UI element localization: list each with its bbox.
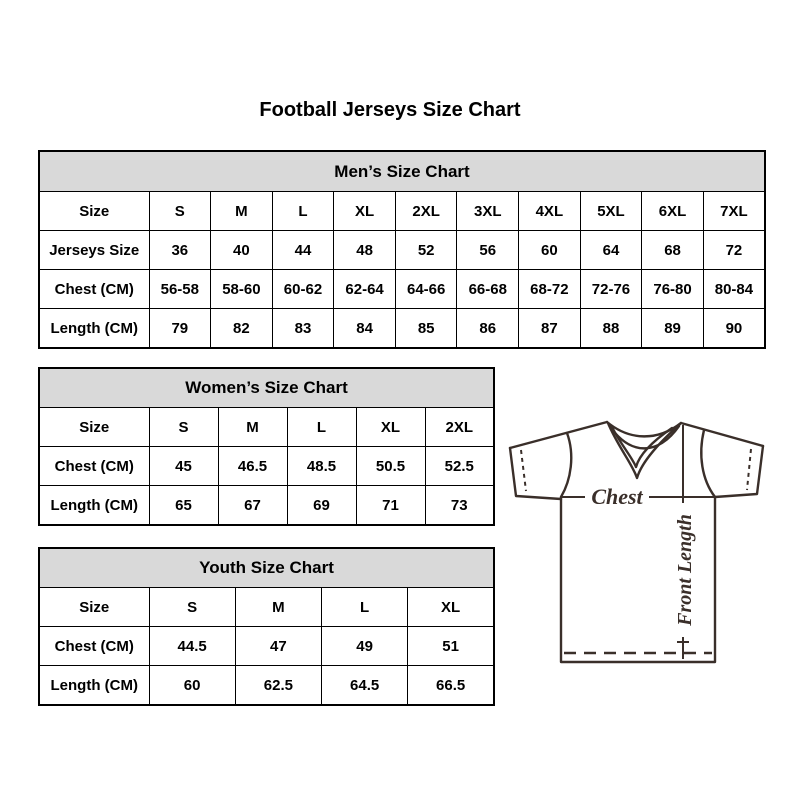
jersey-left-cuff-dashes (521, 450, 526, 491)
table-cell: 5XL (580, 192, 642, 231)
table-cell: 58-60 (211, 270, 273, 309)
page-title: Football Jerseys Size Chart (259, 99, 521, 121)
table-cell: XL (356, 408, 425, 447)
table-cell: 60 (519, 231, 581, 270)
row-label: Size (39, 588, 149, 627)
table-cell: 4XL (519, 192, 581, 231)
table-cell: 64 (580, 231, 642, 270)
table-cell: 47 (235, 627, 321, 666)
table-cell: 56 (457, 231, 519, 270)
table-cell: 89 (642, 309, 704, 349)
table-cell: 86 (457, 309, 519, 349)
table-cell: 64.5 (322, 666, 408, 706)
table-cell: S (149, 408, 218, 447)
table-cell: 68-72 (519, 270, 581, 309)
row-label: Length (CM) (39, 309, 149, 349)
table-cell: 67 (218, 486, 287, 526)
row-label: Chest (CM) (39, 627, 149, 666)
front-length-label: Front Length (674, 514, 696, 626)
table-cell: S (149, 192, 211, 231)
table-cell: L (272, 192, 334, 231)
table-cell: 71 (356, 486, 425, 526)
table-cell: 79 (149, 309, 211, 349)
table-cell: 62-64 (334, 270, 396, 309)
table-header-row (39, 548, 494, 588)
table-cell: S (149, 588, 235, 627)
jersey-measurement-diagram (500, 395, 785, 680)
row-label: Jerseys Size (39, 231, 149, 270)
table-cell: L (287, 408, 356, 447)
table-row (39, 309, 765, 349)
table-cell: 3XL (457, 192, 519, 231)
jersey-left-sleeve (510, 448, 561, 499)
table-cell: 52 (395, 231, 457, 270)
jersey-right-sleeve (715, 446, 763, 497)
table-cell: 80-84 (703, 270, 765, 309)
table-cell: 44 (272, 231, 334, 270)
row-label: Size (39, 408, 149, 447)
table-cell: 36 (149, 231, 211, 270)
table-row (39, 270, 765, 309)
table-cell: 44.5 (149, 627, 235, 666)
row-label: Chest (CM) (39, 270, 149, 309)
chest-label: Chest (591, 484, 643, 509)
table-cell: 51 (408, 627, 494, 666)
table-cell: M (218, 408, 287, 447)
table-cell: L (322, 588, 408, 627)
table-cell: 62.5 (235, 666, 321, 706)
womens-table-title: Women’s Size Chart (39, 368, 494, 408)
table-cell: 49 (322, 627, 408, 666)
youth-table-title: Youth Size Chart (39, 548, 494, 588)
table-cell: 2XL (395, 192, 457, 231)
table-cell: 60-62 (272, 270, 334, 309)
table-cell: 68 (642, 231, 704, 270)
table-row (39, 408, 494, 447)
jersey-left-shoulder-line (510, 422, 607, 448)
mens-size-table (38, 150, 766, 349)
table-cell: 88 (580, 309, 642, 349)
table-header-row (39, 151, 765, 192)
jersey-right-armhole (701, 430, 715, 497)
jersey-right-shoulder-line (681, 423, 763, 446)
table-row (39, 588, 494, 627)
table-cell: 46.5 (218, 447, 287, 486)
table-header-row (39, 368, 494, 408)
table-cell: 56-58 (149, 270, 211, 309)
table-row (39, 486, 494, 526)
table-cell: 45 (149, 447, 218, 486)
table-cell: 6XL (642, 192, 704, 231)
youth-size-table (38, 547, 495, 706)
table-cell: 73 (425, 486, 494, 526)
row-label: Length (CM) (39, 666, 149, 706)
mens-table-title: Men’s Size Chart (39, 151, 765, 192)
table-cell: 50.5 (356, 447, 425, 486)
table-row (39, 627, 494, 666)
table-row (39, 447, 494, 486)
table-cell: 48.5 (287, 447, 356, 486)
table-cell: 84 (334, 309, 396, 349)
table-cell: 48 (334, 231, 396, 270)
table-cell: XL (408, 588, 494, 627)
table-row (39, 666, 494, 706)
table-cell: 82 (211, 309, 273, 349)
table-cell: 66-68 (457, 270, 519, 309)
table-cell: 2XL (425, 408, 494, 447)
table-cell: 72 (703, 231, 765, 270)
table-cell: M (235, 588, 321, 627)
jersey-right-cuff-dashes (747, 449, 751, 490)
table-cell: 65 (149, 486, 218, 526)
jersey-left-armhole (561, 433, 571, 497)
table-cell: 64-66 (395, 270, 457, 309)
jersey-icon (500, 395, 785, 680)
womens-size-table (38, 367, 495, 526)
table-cell: 52.5 (425, 447, 494, 486)
table-cell: 66.5 (408, 666, 494, 706)
table-row (39, 231, 765, 270)
table-cell: XL (334, 192, 396, 231)
table-cell: 87 (519, 309, 581, 349)
row-label: Length (CM) (39, 486, 149, 526)
table-cell: 60 (149, 666, 235, 706)
table-row (39, 192, 765, 231)
table-cell: 69 (287, 486, 356, 526)
table-cell: 7XL (703, 192, 765, 231)
table-cell: 40 (211, 231, 273, 270)
table-cell: 72-76 (580, 270, 642, 309)
table-cell: 76-80 (642, 270, 704, 309)
row-label: Chest (CM) (39, 447, 149, 486)
table-cell: M (211, 192, 273, 231)
table-cell: 85 (395, 309, 457, 349)
table-cell: 83 (272, 309, 334, 349)
table-cell: 90 (703, 309, 765, 349)
row-label: Size (39, 192, 149, 231)
